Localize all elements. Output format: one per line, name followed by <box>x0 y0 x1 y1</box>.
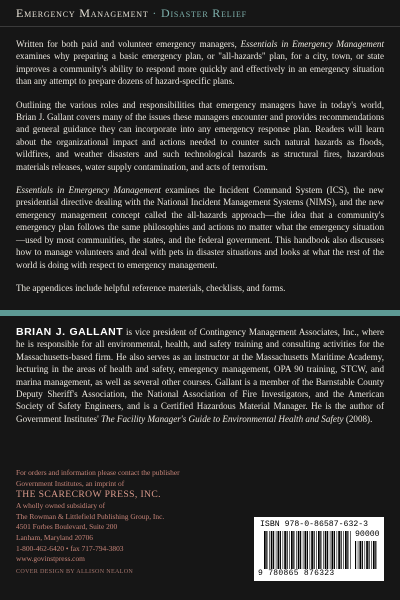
isbn-number: ISBN 978-0-86587-632-3 <box>260 520 369 529</box>
barcode-bar <box>323 531 324 569</box>
barcode-bar <box>307 531 308 569</box>
publisher-line: Government Institutes, an imprint of <box>16 478 125 488</box>
category-header <box>0 0 400 27</box>
barcode-bar <box>280 531 281 569</box>
barcode-bar <box>337 531 338 569</box>
book-title: Essentials in Emergency Management <box>16 185 161 196</box>
description-paragraph-1 <box>16 38 384 88</box>
barcode-bar <box>284 531 286 569</box>
description-paragraph-2: Outlining the various roles and responsibilities that emergency managers have in today's world, Brian J. Gallant covers many of the issues these managers encounter and provides recommendations and general guidance they can incorporate into any emergency response plan. Readers will learn about the organizational impact and actions needed to counter such natural hazards as floods, wildfires, and weather disasters and such technological hazards as structural fires, hazardous materials releases, water supply contamination, and acts of terrorism. <box>16 99 384 172</box>
barcode-bar <box>303 531 304 569</box>
publisher-line: The Rowman & Littlefield Publishing Group, Inc. <box>16 511 165 521</box>
barcode-bar <box>347 531 348 569</box>
barcode-bar <box>283 531 284 569</box>
barcode-bar <box>341 531 342 569</box>
publisher-line: For orders and information please contact the publisher <box>16 468 180 477</box>
barcode-bar <box>325 531 327 569</box>
barcode-bar <box>375 541 376 569</box>
bio-text: is vice president of Contingency Management Associates, Inc., where he is responsible for all environmental, health, and safety training and consulting activities for the Massachusetts-based firm. He also serves as an instructor at the Massachusetts Maritime Academy, lecturing in the areas of health and safety, emergency management, OPA 90 training, STCW, and marina management, as well as several other courses. Gallant is a member of the Barnstable County Deputy Sheriff's Association, the National Association of Fire Investigators, and the American Society of Safety Engineers, and is a Certified Hazardous Material Manager. He is the author of Government Institutes' <box>16 327 385 424</box>
description-text: examines the Incident Command System (ICS), the new presidential directive dealing with the National Incident Management Systems (NIMS), and the new emergency management concept called the all-hazards approach—the idea that a community's emergency plan follows the same philosophies and actions no matter what the emergency situation—used by most communities, the states, and the federal government. This handbook also discusses how to manage volunteers and deal with pets in disaster situations and looks at what the rest of the world is doing with respect to emergency management. <box>16 185 384 270</box>
barcode-bar <box>318 531 320 569</box>
description-text: Written for both paid and volunteer emergency managers, <box>16 39 241 49</box>
barcode-bar <box>332 531 334 569</box>
author-name: BRIAN J. GALLANT <box>16 326 124 338</box>
publisher-line: A wholly owned subsidiary of <box>16 501 106 511</box>
publisher-website: www.govinstpress.com <box>16 554 85 564</box>
barcode-bar <box>264 531 266 569</box>
barcode-bar <box>273 531 274 569</box>
barcode-bar <box>355 541 356 569</box>
barcode-bars <box>264 531 352 569</box>
publisher-address: 4501 Forbes Boulevard, Suite 200 <box>16 522 118 532</box>
category-primary: Emergency Management <box>16 6 149 20</box>
barcode-bar <box>316 531 317 569</box>
divider-bar <box>0 310 400 316</box>
bio-text: (2008). <box>343 413 373 424</box>
book-title: Essentials in Emergency Management <box>240 39 384 49</box>
barcode-bar <box>276 531 277 569</box>
description-text: examines why preparing a basic emergency plan, or "all-hazards" plan, for a city, town, or state improves a community's ability to respond more quickly and effectively in an emergency situation than any attempt to prepare dozens of hazard-specific plans. <box>16 51 384 87</box>
barcode-bar <box>358 541 359 569</box>
barcode-bar <box>373 541 375 569</box>
cover-design-credit: COVER DESIGN BY ALLISON NEALON <box>16 568 134 575</box>
description-paragraph-4: The appendices include helpful reference materials, checklists, and forms. <box>16 282 286 293</box>
barcode-bar <box>338 531 340 569</box>
other-book-title: The Facility Manager's Guide to Environmental Health and Safety <box>100 413 344 424</box>
barcode-bar <box>287 531 288 569</box>
barcode-bar <box>343 531 344 569</box>
barcode-bar <box>269 531 270 569</box>
barcode-bar <box>278 531 280 569</box>
barcode-bar <box>334 531 335 569</box>
barcode-bar <box>320 531 321 569</box>
barcode-bar <box>330 531 331 569</box>
barcode-bar <box>300 531 301 569</box>
barcode-bar <box>271 531 273 569</box>
author-bio <box>16 326 384 425</box>
price-barcode-bars <box>355 541 379 569</box>
publisher-name: THE SCARECROW PRESS, INC. <box>16 489 161 501</box>
barcode-bar <box>350 531 351 569</box>
book-description <box>16 38 384 294</box>
category-line <box>16 6 247 21</box>
barcode-bar <box>311 531 313 569</box>
barcode-bar <box>305 531 307 569</box>
publisher-address: Lanham, Maryland 20706 <box>16 532 93 542</box>
publisher-info <box>16 468 246 577</box>
isbn-barcode <box>254 517 384 581</box>
barcode-bar <box>369 541 370 569</box>
barcode-bar <box>291 531 293 569</box>
price-code: 90000 <box>355 530 380 539</box>
barcode-bar <box>296 531 297 569</box>
barcode-bar <box>327 531 328 569</box>
barcode-bar <box>314 531 315 569</box>
barcode-digits: 9 780865 876323 <box>258 569 335 578</box>
barcode-bar <box>345 531 347 569</box>
description-paragraph-3 <box>16 184 384 271</box>
barcode-bar <box>293 531 294 569</box>
barcode-bar <box>365 541 366 569</box>
barcode-bar <box>371 541 372 569</box>
barcode-bar <box>298 531 300 569</box>
category-separator: · <box>152 6 158 20</box>
category-secondary: Disaster Relief <box>160 6 247 20</box>
barcode-bar <box>366 541 368 569</box>
barcode-bar <box>359 541 361 569</box>
publisher-phone: 1-800-462-6420 • fax 717-794-3803 <box>16 543 124 553</box>
barcode-bar <box>362 541 363 569</box>
barcode-bar <box>266 531 267 569</box>
barcode-bar <box>310 531 311 569</box>
barcode-bar <box>289 531 290 569</box>
